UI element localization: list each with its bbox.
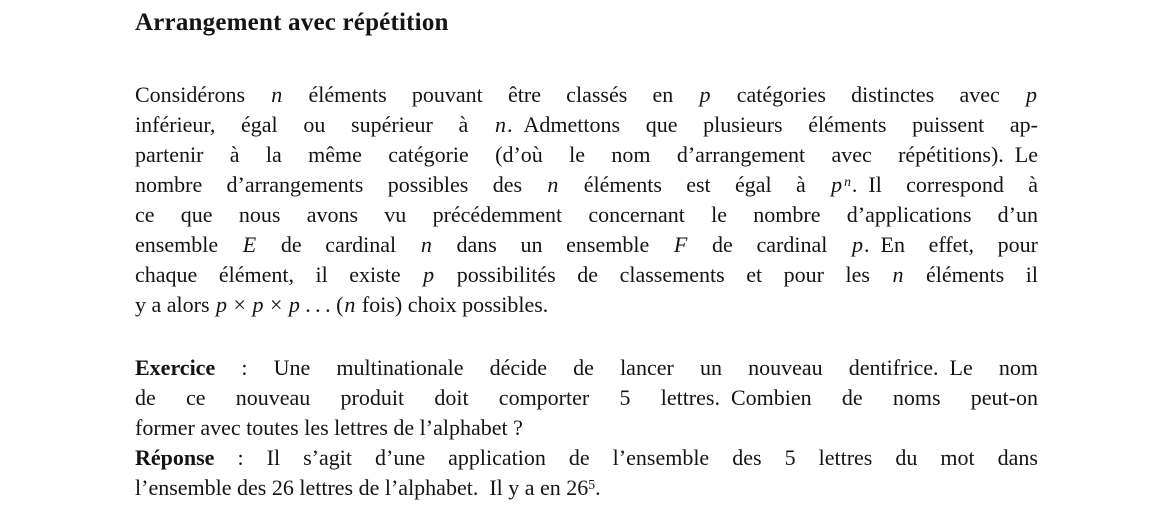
text-line: Réponse : Il s’agit d’une application de l’ensemble des 5 lettres du mot dans xyxy=(135,445,1038,470)
document-body xyxy=(135,80,1038,503)
text-line: l’ensemble des 26 lettres de l’alphabet. Il y a en $26^5$. xyxy=(135,475,601,500)
text-line: de ce nouveau produit doit comporter 5 lettres. Combien de noms peut-on xyxy=(135,385,1038,410)
math-variable: n xyxy=(420,232,432,257)
text-line: Exercice : Une multinationale décide de lancer un nouveau dentifrice. Le nom xyxy=(135,355,1038,380)
math-variable: p xyxy=(699,82,711,107)
math-variable: E xyxy=(242,232,257,257)
text-line: ensemble E de cardinal n dans un ensemble F de cardinal p. En effet, pour xyxy=(135,232,1039,257)
math-variable: p xyxy=(423,262,435,287)
math-variable: p xyxy=(216,292,228,317)
section-title: Arrangement avec répétition xyxy=(135,9,449,36)
math-variable: n xyxy=(547,172,559,197)
math-variable: p xyxy=(252,292,264,317)
text-line: ce que nous avons vu précédemment concernant le nombre d’applications d’un xyxy=(135,202,1038,227)
text-line: nombre d’arrangements possibles des n éléments est égal à p $^n$. Il correspond à xyxy=(135,172,1038,197)
math-variable: F xyxy=(673,232,688,257)
math-variable: p xyxy=(1025,82,1037,107)
math-variable: n xyxy=(344,292,356,317)
math-variable: n xyxy=(271,82,283,107)
bold-lead-in: Exercice xyxy=(135,355,216,380)
text-line: former avec toutes les lettres de l’alphabet ? xyxy=(135,415,523,440)
math-variable: p xyxy=(831,172,843,197)
text-line: partenir à la même catégorie (d’où le nom d’arrangement avec répétitions). Le xyxy=(135,142,1038,167)
math-variable: n xyxy=(892,262,904,287)
superscript: 5 xyxy=(588,476,596,492)
math-variable: n xyxy=(494,112,506,137)
text-line: chaque élément, il existe p possibilités de classements et pour les n éléments il xyxy=(135,262,1038,287)
paragraph-exercice xyxy=(135,353,1038,443)
math-variable: p xyxy=(288,292,300,317)
document-content xyxy=(135,8,1038,503)
text-line: y a alors p × p × p . . . (n fois) choix possibles. xyxy=(135,292,549,317)
math-variable: p xyxy=(852,232,863,257)
math-superscript: n xyxy=(844,173,851,189)
text-line: inférieur, égal ou supérieur à n. Admettons que plusieurs éléments puissent ap- xyxy=(135,112,1038,137)
paragraph-reponse xyxy=(135,443,1038,503)
paragraph-intro xyxy=(135,80,1038,320)
bold-lead-in: Réponse xyxy=(135,445,215,470)
text-line: Considérons n éléments pouvant être classés en p catégories distinctes avec p xyxy=(135,82,1037,107)
